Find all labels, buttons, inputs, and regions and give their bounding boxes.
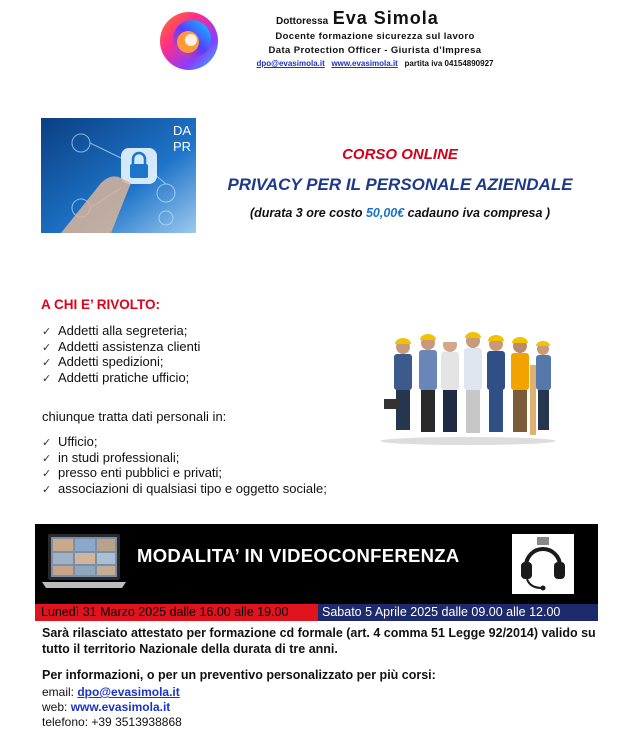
check-icon: ✓ [42,437,52,449]
contact-email [42,685,180,699]
course-price: 50,00€ [365,206,405,220]
padlock-icon [121,148,157,184]
workers-image [378,325,558,445]
svg-text:PR: PR [173,139,192,154]
header-title [276,8,606,29]
check-icon: ✓ [42,326,52,338]
list-item: ✓ Addetti pratiche ufficio; [42,370,200,386]
check-icon: ✓ [42,483,52,496]
check-icon: ✓ [42,468,52,480]
list-item: ✓ associazioni di qualsiasi tipo e oggetto sociale; [42,481,327,497]
headset-icon [512,534,574,594]
contact-phone [42,715,182,729]
course-vat-note: cadauno iva compresa ) [404,206,551,220]
audience-subheading: chiunque tratta dati personali in: [42,409,227,424]
header-contact-line [210,59,540,68]
email-link[interactable]: dpo@evasimola.it [77,685,180,699]
list-item: ✓ presso enti pubblici e privati; [42,465,327,481]
phone-number[interactable]: +39 3513938868 [91,715,182,729]
list-item: ✓ in studi professionali; [42,450,327,466]
header-vat: partita iva 04154890927 [404,59,494,68]
list-item: ✓ Addetti spedizioni; [42,354,200,370]
header-dpo-line: Data Protection Officer - Giurista d’Impresa [268,45,482,56]
data-protection-image [41,118,196,233]
header-prefix: Dottoressa [276,16,329,27]
course-label: CORSO ONLINE [342,146,458,163]
places-list [42,434,327,496]
course-details [200,206,600,220]
phone-label: telefono: [42,715,92,729]
list-item: ✓ Addetti alla segreteria; [42,323,200,339]
header-website-link[interactable]: www.evasimola.it [331,59,398,68]
course-duration: (durata 3 ore costo [249,206,366,220]
svg-text:DA: DA [173,123,192,138]
certificate-note: Sarà rilasciato attestato per formazione cd formale (art. 4 comma 51 Legge 92/2014) valido su tutto il territorio Nazionale della durata di tre anni. [42,626,596,656]
videoconference-title: MODALITA’ IN VIDEOCONFERENZA [137,545,460,566]
roles-list [42,323,200,385]
list-item: ✓ Addetti assistenza clienti [42,339,200,355]
check-icon: ✓ [42,341,52,354]
check-icon: ✓ [42,452,52,465]
list-item: ✓ Ufficio; [42,434,327,450]
session-date-2: Sabato 5 Aprile 2025 dalle 09.00 alle 12.00 [318,604,598,621]
audience-heading: A CHI E’ RIVOLTO: [41,297,161,312]
session-date-1: Lunedì 31 Marzo 2025 dalle 16.00 alle 19.00 [35,604,318,621]
contacts-heading: Per informazioni, o per un preventivo personalizzato per più corsi: [42,668,436,682]
check-icon: ✓ [42,372,52,385]
laptop-icon [42,532,126,590]
web-link[interactable]: www.evasimola.it [70,700,171,714]
contact-web [42,700,170,714]
course-title: PRIVACY PER IL PERSONALE AZIENDALE [227,175,573,194]
header-email-link[interactable]: dpo@evasimola.it [256,59,325,68]
header-role-line: Docente formazione sicurezza sul lavoro [275,31,475,42]
header-name: Eva Simola [332,8,439,28]
email-label: email: [42,685,78,699]
check-icon: ✓ [42,357,52,369]
web-label: web: [42,700,71,714]
